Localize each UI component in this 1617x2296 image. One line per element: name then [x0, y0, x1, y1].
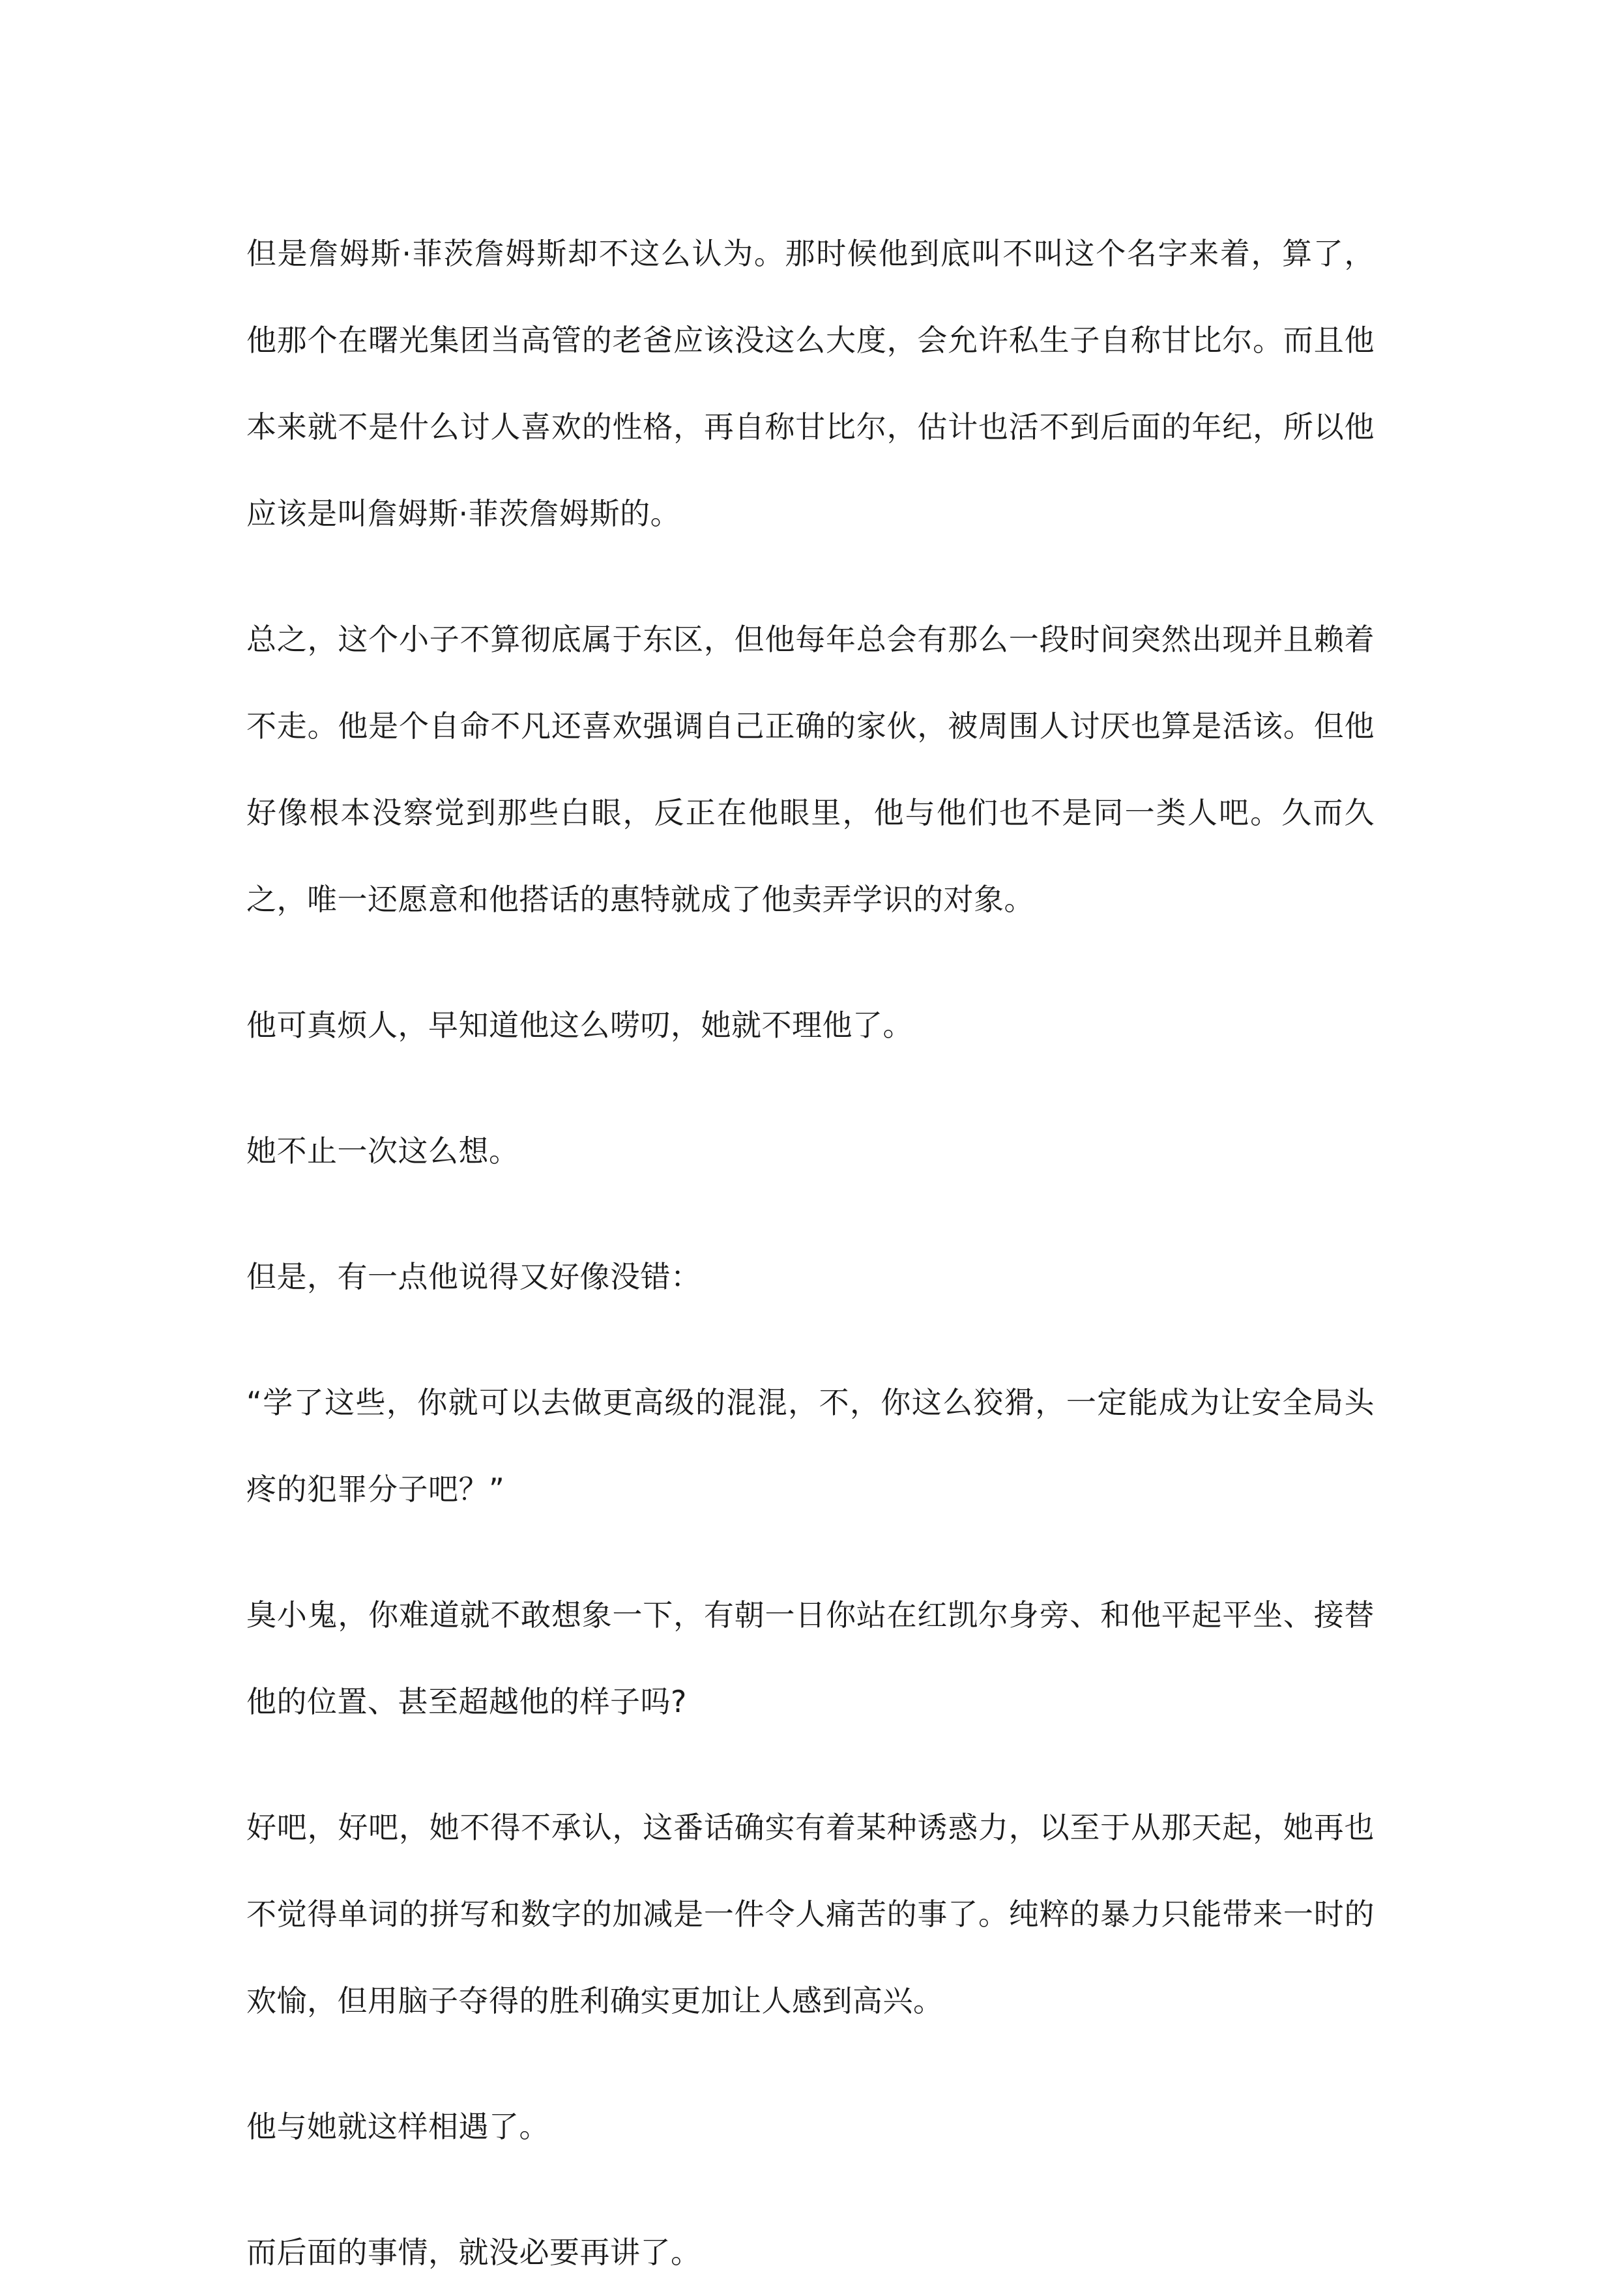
paragraph-9: 他与她就这样相遇了。	[246, 2109, 549, 2144]
paragraph-5: 但是，有一点他说得又好像没错：	[246, 1259, 701, 1294]
paragraph-3: 他可真烦人，早知道他这么唠叨，她就不理他了。	[246, 1008, 913, 1043]
paragraph-7: 臭小鬼，你难道就不敢想象一下，有朝一日你站在红凯尔身旁、和他平起平坐、接替他的位置、甚至超越他的样子吗?	[246, 1597, 1375, 1719]
paragraph-8: 好吧，好吧，她不得不承认，这番话确实有着某种诱惑力，以至于从那天起，她再也不觉得单词的拼写和数字的加减是一件令人痛苦的事了。纯粹的暴力只能带来一时的欢愉，但用脑子夺得的胜利确实更加让人感到高兴。	[246, 1810, 1375, 2018]
paragraph-10: 而后面的事情，就没必要再讲了。	[246, 2235, 701, 2270]
paragraph-1: 但是詹姆斯·菲茨詹姆斯却不这么认为。那时候他到底叫不叫这个名字来着，算了，他那个在曙光集团当高管的老爸应该没这么大度，会允许私生子自称甘比尔。而且他本来就不是什么讨人喜欢的性格，再自称甘比尔，估计也活不到后面的年纪，所以他应该是叫詹姆斯·菲茨詹姆斯的。	[246, 236, 1375, 531]
paragraph-6-quote: “学了这些，你就可以去做更高级的混混，不，你这么狡猾，一定能成为让安全局头疼的犯罪分子吧？”	[246, 1385, 1375, 1507]
paragraph-2: 总之，这个小子不算彻底属于东区，但他每年总会有那么一段时间突然出现并且赖着不走。他是个自命不凡还喜欢强调自己正确的家伙，被周围人讨厌也算是活该。但他好像根本没察觉到那些白眼，反正在他眼里，他与他们也不是同一类人吧。久而久之，唯一还愿意和他搭话的惠特就成了他卖弄学识的对象。	[246, 622, 1375, 917]
paragraph-4: 她不止一次这么想。	[246, 1133, 519, 1169]
